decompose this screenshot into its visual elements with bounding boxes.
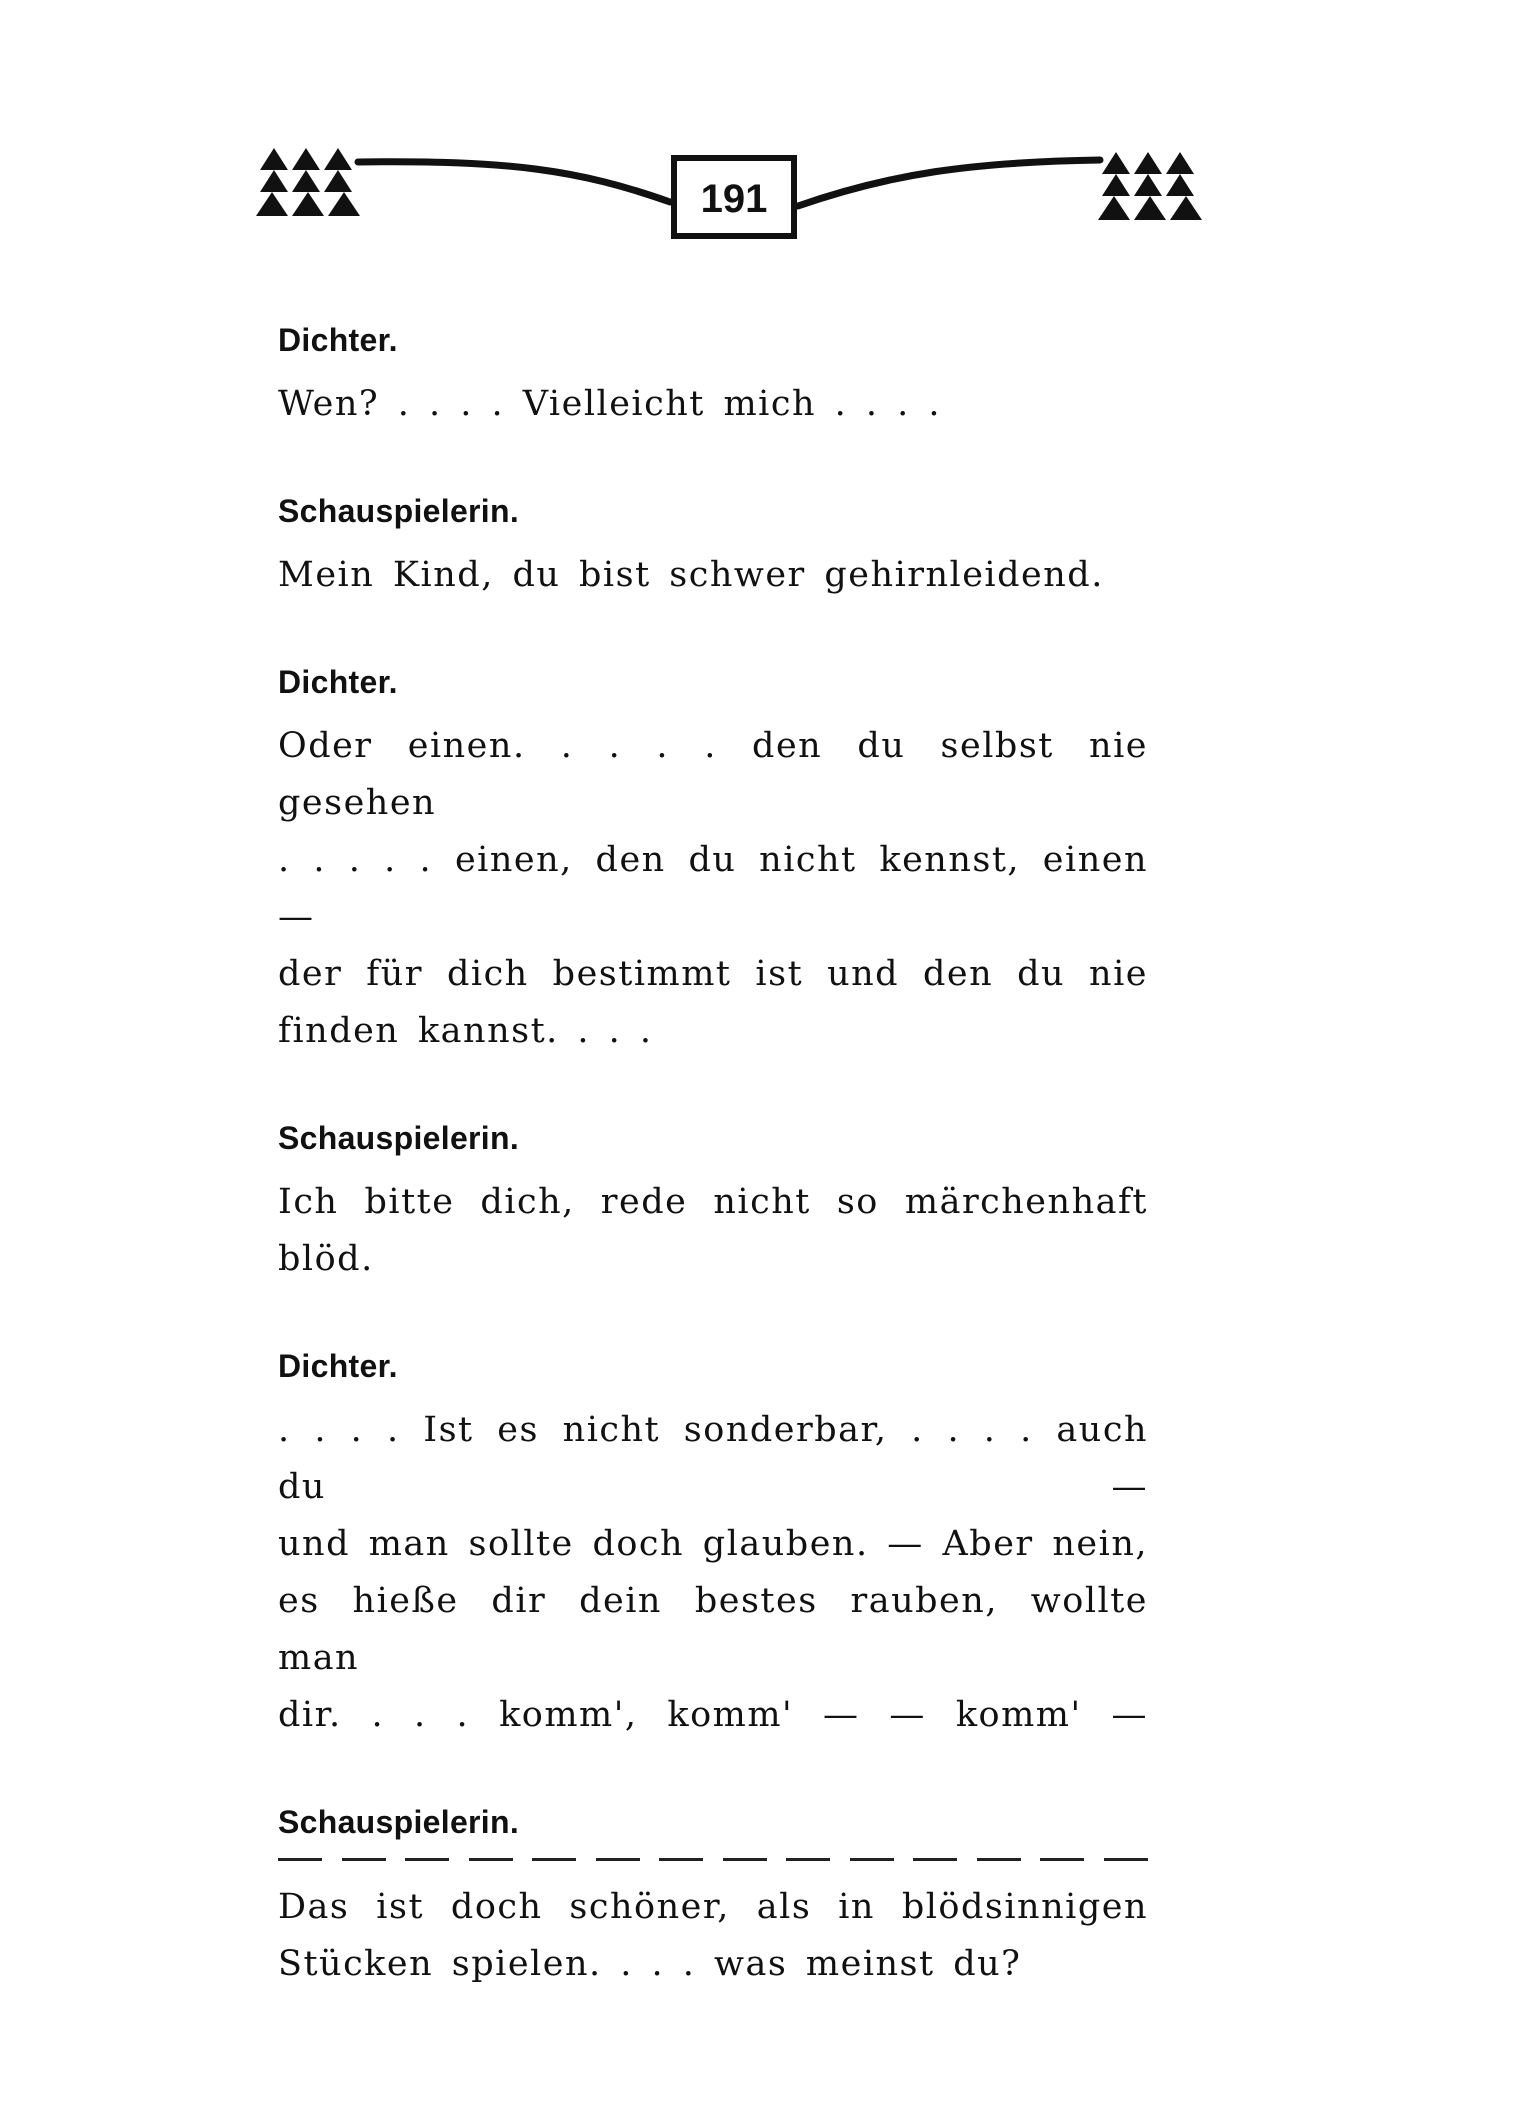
speaker-name: Dichter.: [278, 322, 398, 358]
page-header-ornament: [250, 140, 1210, 260]
speech-line: . . . . . einen, den du nicht kennst, einen —: [278, 840, 1148, 937]
speech-line: finden kannst. . . .: [278, 1011, 653, 1051]
speech-line: Oder einen. . . . . den du selbst nie gesehen: [278, 726, 1148, 823]
speech-text: [278, 376, 1148, 433]
dialogue-block: [278, 489, 1148, 604]
right-triangle-ornament-icon: [1098, 152, 1202, 220]
speech-text: [278, 1402, 1148, 1744]
speaker-name: Dichter.: [278, 664, 398, 700]
speech-line: Stücken spielen. . . . was meinst du?: [278, 1944, 1022, 1984]
speaker-name: Schauspielerin.: [278, 1804, 520, 1840]
dialogue-block: [278, 1116, 1148, 1288]
dialogue-block: [278, 1800, 1148, 1993]
speech-line: Mein Kind, du bist schwer gehirnleidend.: [278, 555, 1104, 595]
speaker-name: Dichter.: [278, 1348, 398, 1384]
page-number: 191: [700, 177, 768, 221]
right-curved-rule: [798, 160, 1100, 206]
left-triangle-ornament-icon: [256, 148, 360, 216]
silence-dash-rule: [278, 1858, 1148, 1861]
speech-line: Ich bitte dich, rede nicht so märchenhaft blöd.: [278, 1182, 1148, 1279]
dialogue-block: [278, 318, 1148, 433]
speech-line: es hieße dir dein bestes rauben, wollte man: [278, 1581, 1148, 1678]
dialogue-block: [278, 660, 1148, 1060]
speech-text: [278, 547, 1148, 604]
speaker-name: Schauspielerin.: [278, 493, 520, 529]
speech-line: Wen? . . . . Vielleicht mich . . . .: [278, 384, 941, 424]
speaker-name: Schauspielerin.: [278, 1120, 520, 1156]
speech-line: Das ist doch schöner, als in blödsinnigen: [278, 1887, 1148, 1927]
dialogue-block: [278, 1344, 1148, 1744]
speech-text: [278, 1879, 1148, 1993]
play-dialogue: [278, 318, 1148, 2049]
left-curved-rule: [358, 162, 670, 202]
speech-line: . . . . Ist es nicht sonderbar, . . . . auch du —: [278, 1410, 1148, 1507]
speech-text: [278, 718, 1148, 1060]
speech-line: dir. . . . komm', komm' — — komm' —: [278, 1695, 1148, 1735]
speech-line: und man sollte doch glauben. — Aber nein,: [278, 1524, 1148, 1564]
speech-line: der für dich bestimmt ist und den du nie: [278, 954, 1148, 994]
speech-text: [278, 1174, 1148, 1288]
ornament-svg: [250, 140, 1210, 260]
